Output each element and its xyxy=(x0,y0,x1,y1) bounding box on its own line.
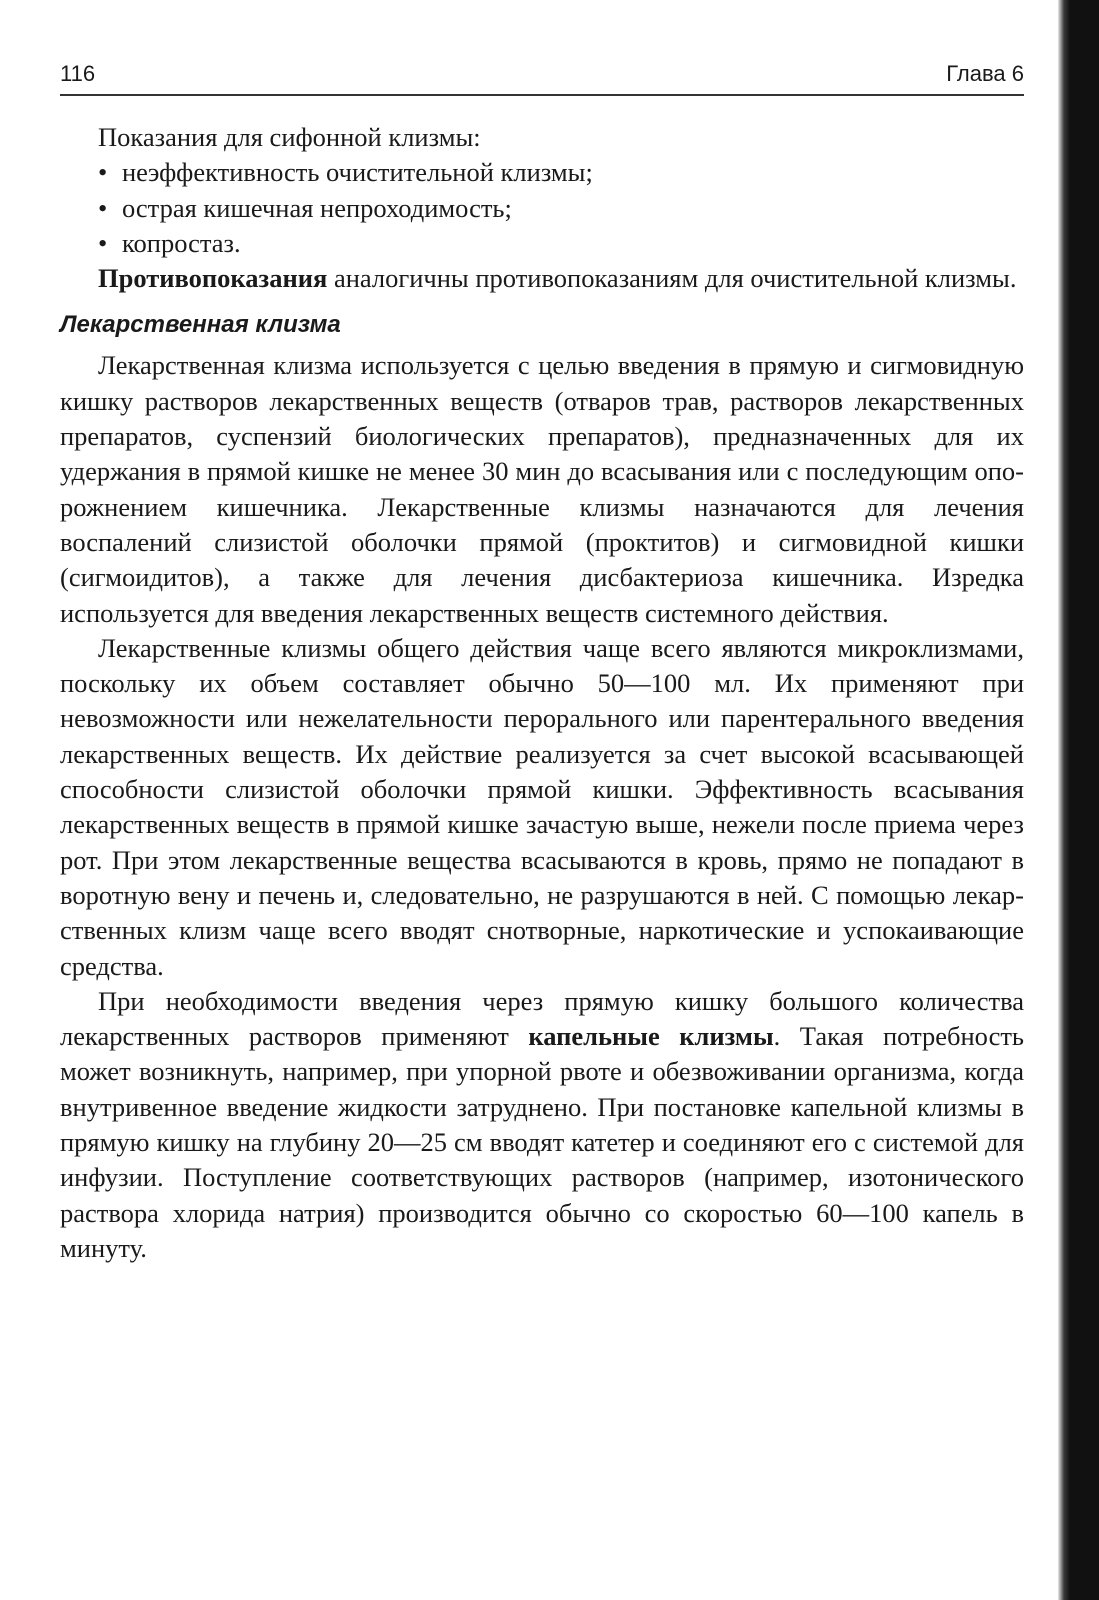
indications-list xyxy=(60,155,1024,261)
list-item: • неэффективность очистительной клизмы; xyxy=(60,155,1024,190)
paragraph-1: Лекарственная клизма используется с целью введения в прямую и сигмовидную кишку растворов лекарственных веществ (отваров трав, растворов лекарственных препаратов, суспензий биологических препаратов), предназначенных для их удержания в прямой кишке не менее 30 мин до всасывания или с последующим опорожнением кишечника. Лекарственные клизмы назначаются для лечения воспалений слизистой оболочки прямой (проктитов) и сигмовидной кишки (сигмоидитов), а также для лечения дисбактериоза кишечника. Изредка используется для введения лекарственных веществ системного действия. xyxy=(60,350,1024,628)
section-heading: Лекарственная клизма xyxy=(60,311,341,339)
contraindications-paragraph: Противопоказания аналогичны противопоказаниям для очистительной клизмы. xyxy=(98,263,1017,294)
list-item: • острая кишечная непроходимость; xyxy=(60,191,1024,226)
chapter-title: Глава 6 xyxy=(946,61,1024,86)
page-number: 116 xyxy=(60,61,96,86)
book-spine-shadow xyxy=(1058,0,1099,1600)
paragraph-3: При необходимости введения через прямую кишку большого количества лекарственных растворов применяют капельные клизмы. Такая потребность может возникнуть, например, при упорной рвоте и обезвоживании организма, когда внутривенное введение жидкости затруднено. При постановке капельной клизмы в прямую кишку на глубину 20—25 см вводят катетер и соединяют его с системой для инфузии. Поступление соответствующих растворов (например, изотонического раствора хлорида натрия) производится обычно со скоростью 60—100 капель в минуту. xyxy=(60,985,1025,1263)
bullet-icon: • xyxy=(98,192,108,223)
list-item: • копростаз. xyxy=(60,226,1024,261)
indications-intro: Показания для сифонной клизмы: xyxy=(98,122,481,152)
page-body xyxy=(60,120,1024,1266)
paragraph-2: Лекарственные клизмы общего действия чаще всего являются микроклизмами, поскольку их объем составляет обычно 50—100 мл. Их применяют при невозможности или нежелательности перорального или парентерального введения лекарственных веществ. Их действие реализуется за счет высокой всасывающей способности слизистой оболочки прямой кишки. Эффективность всасывания лекарственных веществ в прямой кишке зачастую выше, нежели после приема через рот. При этом лекарственные вещества всасываются в кровь, прямо не попадают в воротную вену и печень и, следовательно, не разрушаются в ней. С помощью лекарственных клизм чаще всего вводят снотворные, наркотические и успокаивающие средства. xyxy=(60,632,1024,981)
bullet-icon: • xyxy=(98,157,108,188)
bullet-icon: • xyxy=(98,227,108,258)
page-header xyxy=(60,54,1024,96)
contraindications-label: Противопоказания xyxy=(98,263,328,294)
drip-enema-term: капельные клизмы xyxy=(528,1021,774,1052)
